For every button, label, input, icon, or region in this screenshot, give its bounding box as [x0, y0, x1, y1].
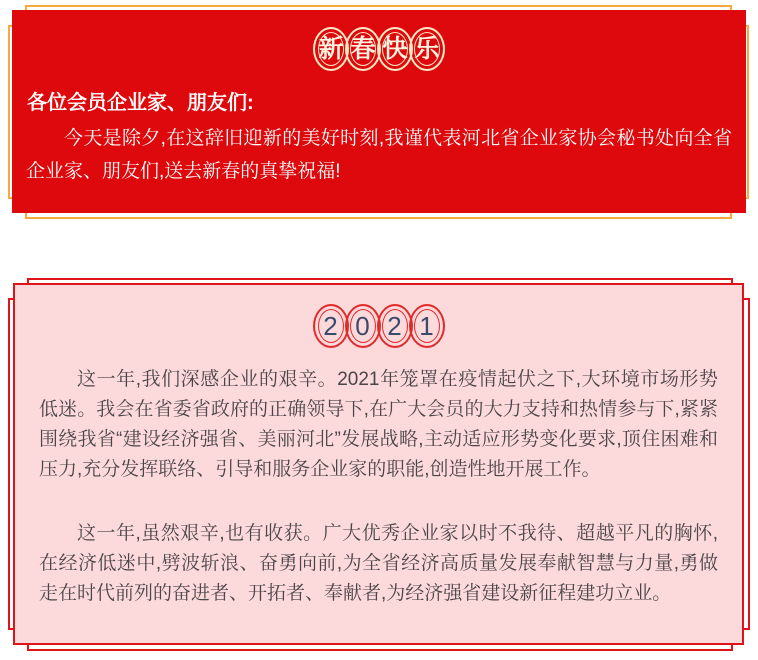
title-char: 春 — [350, 34, 376, 63]
year-circle-badge — [313, 304, 349, 348]
title-circle-badge — [409, 27, 445, 71]
title-circle-badge — [377, 27, 413, 71]
title-circle-badge — [345, 27, 381, 71]
salutation-text: 各位会员企业家、朋友们: — [27, 92, 254, 114]
year-circle-badge — [377, 304, 413, 348]
review-card — [13, 283, 744, 645]
title-char: 乐 — [414, 34, 440, 63]
year-digit: 2 — [323, 311, 338, 341]
greeting-card — [12, 10, 746, 213]
year-circle-badge — [345, 304, 381, 348]
review-paragraph-1: 这一年,我们深感企业的艰辛。2021年笼罩在疫情起伏之下,大环境市场形势低迷。我会在省委省政府的正确领导下,在广大会员的大力支持和热情参与下,紧紧围绕我省“建设经济强省、美丽河北”发展战略,主动适应形势变化要求,顶住困难和压力,充分发挥联络、引导和服务企业家的职能,创造性地开展工作。 — [39, 369, 718, 480]
greeting-paragraph: 今天是除夕,在这辞旧迎新的美好时刻,我谨代表河北省企业家协会秘书处向全省企业家、朋友们,送去新春的真挚祝福! — [26, 128, 732, 182]
year-digit: 2 — [387, 311, 402, 341]
title-char: 快 — [382, 34, 408, 63]
review-card-group — [0, 272, 758, 660]
year-digit: 0 — [355, 311, 370, 341]
year-digit: 1 — [419, 311, 434, 341]
year-title — [15, 285, 742, 348]
greeting-card-group — [0, 0, 758, 224]
review-paragraph-2: 这一年,虽然艰辛,也有收获。广大优秀企业家以时不我待、超越平凡的胸怀,在经济低迷中,劈波斩浪、奋勇向前,为全省经济高质量发展奉献智慧与力量,勇做走在时代前列的奋进者、开拓者、奉献者,为经济强省建设新征程建功立业。 — [39, 523, 718, 604]
year-circle-badge — [409, 304, 445, 348]
greeting-title — [12, 10, 746, 71]
title-circle-badge — [313, 27, 349, 71]
title-char: 新 — [318, 34, 344, 63]
